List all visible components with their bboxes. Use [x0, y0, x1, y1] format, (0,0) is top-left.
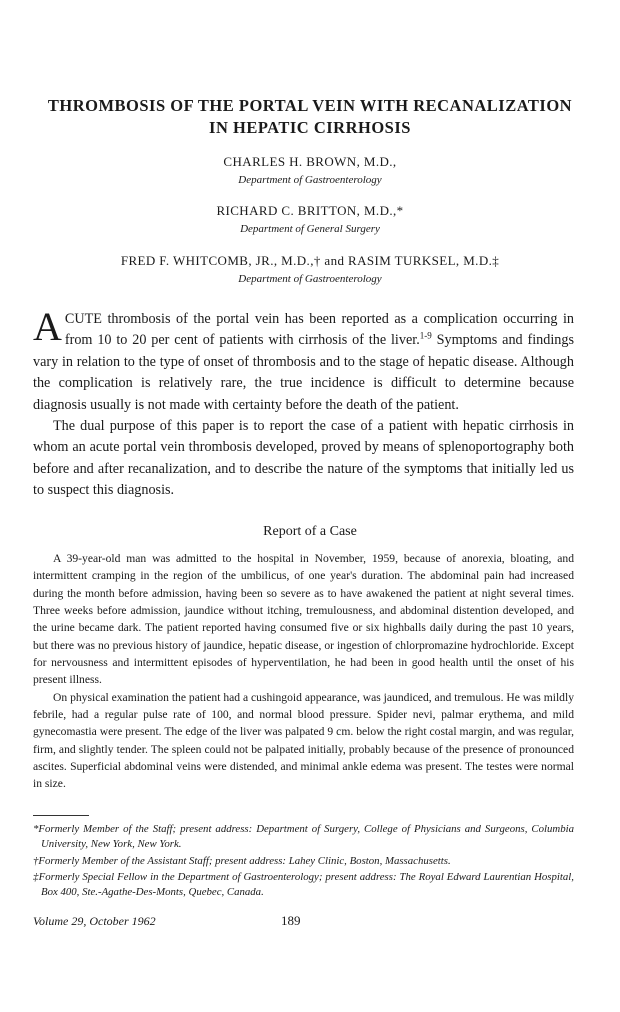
intro-paragraph-1-rest: Symptoms and findings vary in relation to the type of onset of thrombosis and to the stage of hepatic disease. Although the complication is relatively rare, the true incidence is difficult to determine because diagnosis usually is not made with certainty before the death of the patient.	[33, 332, 574, 413]
page-number: 189	[281, 913, 301, 928]
introduction	[33, 304, 574, 502]
case-report	[33, 550, 574, 793]
intro-paragraph-2: The dual purpose of this paper is to report the case of a patient with hepatic cirrhosis in whom an acute portal vein thrombosis developed, proved by means of splenoportography both before and after recanalization, and to describe the nature of the symptoms that initially led us to suspect this diagnosis.	[33, 418, 574, 499]
drop-cap: A	[33, 304, 62, 349]
case-paragraph-1: A 39-year-old man was admitted to the hospital in November, 1959, because of anorexia, bloating, and intermittent cramping in the region of the umbilicus, of one year's duration. The abdominal pain had increased during the month before admission, having been so severe as to have awakened the patient at night several times. Three weeks before admission, jaundice without itching, tremulousness, and abdominal distention developed, and the urine became dark. The patient reported having consumed five or six highballs daily during the past 10 years, but there was no previous history of jaundice, hepatic disease, or ingestion of chlorpromazine hydrochloride. Except for nervousness and intermittent episodes of hyperventilation, he had been in good health until the onset of his present illness.	[33, 552, 574, 687]
footnote-3: ‡Formerly Special Fellow in the Department of Gastroenterology; present address: The Royal Edward Laurentian Hospital, Box 400, Ste.-Agathe-Des-Monts, Quebec, Canada.	[33, 871, 574, 898]
author-2-name: RICHARD C. BRITTON, M.D.,*	[216, 203, 404, 218]
case-paragraph-2: On physical examination the patient had a cushingoid appearance, was jaundiced, and tremulous. He was mildly febrile, had a regular pulse rate of 100, and normal blood pressure. Spider nevi, palmar erythema, and mild gynecomastia were present. The edge of the liver was palpated 9 cm. below the right costal margin, and was regular, firm, and slightly tender. The spleen could not be palpated initially, probably because of the presence of pronounced ascites. Superficial abdominal veins were distended, and minimal ankle edema was present. The testes were normal in size.	[33, 690, 574, 791]
author-3-name: FRED F. WHITCOMB, JR., M.D.,† and RASIM TURKSEL, M.D.‡	[120, 253, 500, 268]
article-title-line-1: THROMBOSIS OF THE PORTAL VEIN WITH RECANALIZATION	[47, 96, 573, 115]
section-heading: Report of a Case	[263, 524, 357, 539]
author-2-department: Department of General Surgery	[240, 223, 380, 235]
intro-paragraph-1	[33, 304, 574, 416]
author-3-department: Department of Gastroenterology	[238, 273, 382, 285]
intro-paragraph-1-text: CUTE thrombosis of the portal vein has been reported as a complication occurring in from 10 to 20 per cent of patients with cirrhosis of the liver.	[64, 311, 574, 349]
footnote-1: *Formerly Member of the Staff; present address: Department of Surgery, College of Physicians and Surgeons, Columbia University, New York, New York.	[33, 823, 574, 850]
author-1-department: Department of Gastroenterology	[238, 174, 382, 186]
article-title-line-2: IN HEPATIC CIRRHOSIS	[209, 118, 411, 137]
footnote-divider	[33, 815, 89, 816]
footnote-2: †Formerly Member of the Assistant Staff; present address: Lahey Clinic, Boston, Massachusetts.	[33, 854, 451, 867]
author-1-name: CHARLES H. BROWN, M.D.,	[223, 154, 397, 169]
footnotes	[33, 822, 574, 902]
reference-marker: 1-9	[419, 330, 432, 341]
journal-volume: Volume 29, October 1962	[33, 914, 156, 928]
